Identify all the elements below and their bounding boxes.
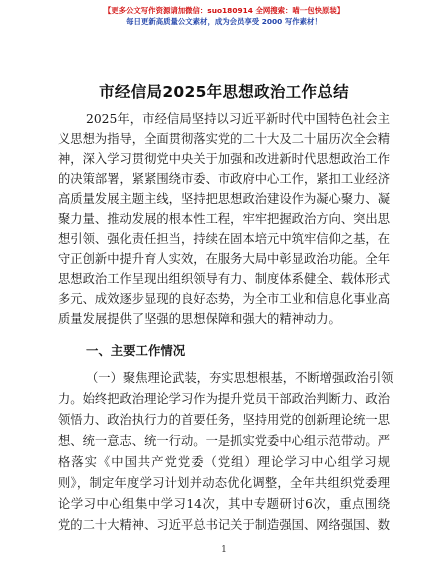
page-number: 1: [221, 545, 227, 555]
promo-banner-line-1: 【更多公文写作资源请加微信：suo180914 全网搜索：喵一包快原装】: [103, 6, 345, 15]
paragraph-line: 神，深入学习贯彻党中央关于加强和改进新时代思想政治工作: [58, 152, 391, 166]
paragraph-line: 则》，制定年度学习计划并动态优化调整，全年共组织党委理: [58, 476, 390, 490]
paragraph-line: 质量发展提供了坚强的思想保障和强大的精神动力。: [58, 312, 341, 326]
paragraph-line: 格落实《中国共产党党委（党组）理论学习中心组学习规: [58, 455, 390, 469]
paragraph-line: 想引领、强化责任担当，持续在固本培元中筑牢信仰之基，在: [58, 232, 391, 246]
paragraph-line: 想、统一意志、统一行动。一是抓实党委中心组示范带动。严: [58, 434, 391, 448]
paragraph-line: 力。始终把政治理论学习作为提升党员干部政治判断力、政治: [58, 392, 391, 406]
paragraph-line: 2025年，市经信局坚持以习近平新时代中国特色社会主: [86, 112, 390, 126]
promo-banner-line-2: 每日更新高质量公文素材，成为会员享受 2000 写作素材！: [126, 17, 322, 26]
paragraph-line: 领悟力、政治执行力的首要任务，坚持用党的创新理论统一思: [58, 413, 391, 427]
paragraph-line: 论学习中心组集中学习14次，其中专题研讨6次，重点围绕: [58, 497, 390, 511]
section-heading: 一、主要工作情况: [86, 343, 186, 358]
paragraph-line: 守正创新中提升育人实效，在服务大局中彰显政治功能。全年: [58, 252, 391, 266]
document-title: 市经信局2025年思想政治工作总结: [99, 83, 349, 101]
paragraph-line: 的决策部署，紧紧围绕市委、市政府中心工作，紧扣工业经济: [58, 172, 391, 186]
paragraph-line: 义思想为指导，全面贯彻落实党的二十大及二十届历次全会精: [58, 132, 391, 146]
paragraph-line: （一）聚焦理论武装，夯实思想根基，不断增强政治引领: [86, 371, 394, 385]
paragraph-line: 高质量发展主题主线，坚持把思想政治建设作为凝心聚力、凝: [58, 192, 391, 206]
paragraph-line: 聚力量、推动发展的根本性工程，牢牢把握政治方向、突出思: [58, 212, 391, 226]
paragraph-line: 思想政治工作呈现出组织领导有力、制度体系健全、载体形式: [58, 272, 391, 286]
paragraph-line: 党的二十大精神、习近平总书记关于制造强国、网络强国、数: [58, 518, 391, 532]
paragraph-line: 多元、成效逐步显现的良好态势，为全市工业和信息化事业高: [58, 292, 391, 306]
